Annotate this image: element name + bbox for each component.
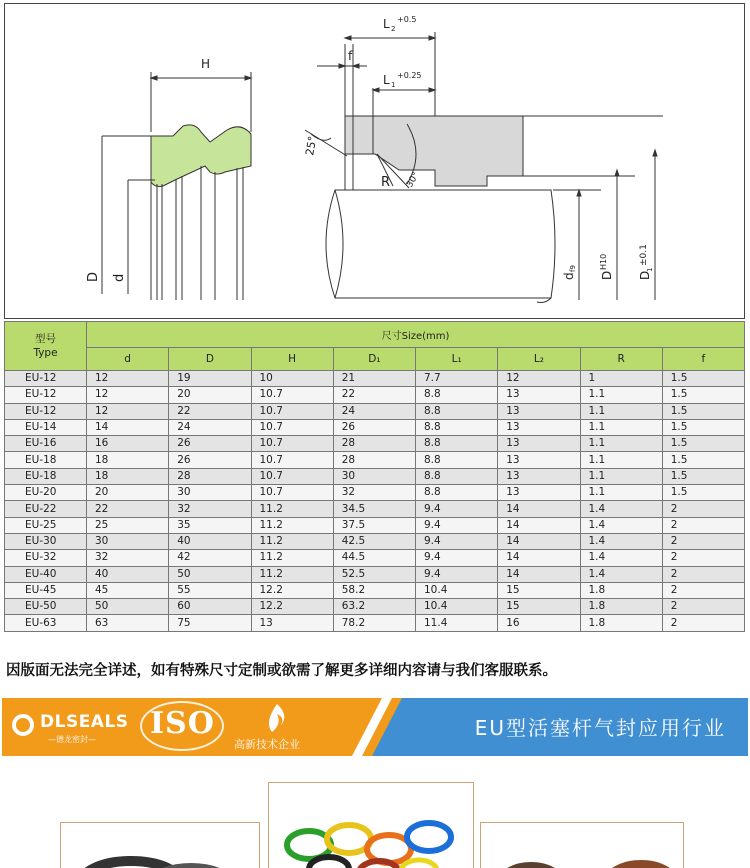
size-cell: 8.8	[416, 468, 498, 484]
size-cell: 9.4	[416, 501, 498, 517]
type-cell: EU-12	[5, 371, 87, 387]
label-L2-sub: 2	[391, 25, 396, 33]
size-cell: 26	[333, 419, 415, 435]
column-header: d	[87, 348, 169, 371]
hitech-flame-icon	[260, 702, 294, 738]
colored-o-rings-image	[269, 783, 474, 868]
size-cell: 13	[498, 452, 580, 468]
size-cell: 28	[333, 436, 415, 452]
type-cell: EU-16	[5, 436, 87, 452]
size-cell: 8.8	[416, 436, 498, 452]
size-cell: 58.2	[333, 582, 415, 598]
column-header: D₁	[333, 348, 415, 371]
technical-drawing	[4, 3, 745, 319]
type-cell: EU-30	[5, 533, 87, 549]
size-cell: 55	[169, 582, 251, 598]
column-header: D	[169, 348, 251, 371]
size-cell: 20	[87, 485, 169, 501]
size-cell: 1.5	[662, 436, 744, 452]
table-row	[5, 468, 745, 484]
column-header-row	[5, 348, 745, 371]
size-cell: 12	[87, 403, 169, 419]
size-cell: 1.1	[580, 419, 662, 435]
table-row	[5, 436, 745, 452]
size-cell: 22	[333, 387, 415, 403]
size-cell: 24	[333, 403, 415, 419]
logo-sub-text: —德龙密封—	[48, 735, 96, 744]
type-cell: EU-18	[5, 452, 87, 468]
size-cell: 10.7	[251, 452, 333, 468]
size-cell: 19	[169, 371, 251, 387]
product-photo-left	[60, 822, 260, 868]
size-cell: 52.5	[333, 566, 415, 582]
size-cell: 10.4	[416, 582, 498, 598]
size-cell: 32	[87, 550, 169, 566]
label-R: R	[381, 175, 391, 190]
black-seal-rings-image	[61, 823, 260, 868]
size-cell: 42.5	[333, 533, 415, 549]
size-cell: 12.2	[251, 582, 333, 598]
size-cell: 13	[251, 615, 333, 631]
size-cell: 28	[333, 452, 415, 468]
size-cell: 18	[87, 452, 169, 468]
size-cell: 13	[498, 387, 580, 403]
size-cell: 15	[498, 582, 580, 598]
label-angle25: 25°	[303, 135, 320, 157]
type-cell: EU-25	[5, 517, 87, 533]
size-cell: 60	[169, 599, 251, 615]
size-cell: 15	[498, 599, 580, 615]
size-cell: 11.2	[251, 533, 333, 549]
type-cell: EU-12	[5, 387, 87, 403]
size-cell: 9.4	[416, 550, 498, 566]
size-cell: 32	[169, 501, 251, 517]
type-cell: EU-22	[5, 501, 87, 517]
type-cell: EU-32	[5, 550, 87, 566]
logo-brand-text: DLSEALS	[40, 712, 129, 732]
size-cell: 45	[87, 582, 169, 598]
size-cell: 12	[498, 371, 580, 387]
column-header: L₁	[416, 348, 498, 371]
size-cell: 14	[498, 517, 580, 533]
label-L1: L	[383, 73, 390, 87]
size-cell: 1.5	[662, 387, 744, 403]
label-L1-tol: +0.25	[397, 71, 422, 80]
size-cell: 2	[662, 615, 744, 631]
size-table	[4, 321, 745, 632]
table-row	[5, 599, 745, 615]
size-cell: 28	[169, 468, 251, 484]
size-cell: 10	[251, 371, 333, 387]
size-cell: 35	[169, 517, 251, 533]
type-cell: EU-40	[5, 566, 87, 582]
size-cell: 30	[333, 468, 415, 484]
size-cell: 13	[498, 419, 580, 435]
size-cell: 1.1	[580, 387, 662, 403]
table-row	[5, 517, 745, 533]
size-cell: 25	[87, 517, 169, 533]
size-cell: 20	[169, 387, 251, 403]
table-row	[5, 501, 745, 517]
size-cell: 34.5	[333, 501, 415, 517]
size-cell: 1.8	[580, 599, 662, 615]
brown-seal-rings-image	[481, 823, 684, 868]
hitech-label: 高新技术企业	[234, 738, 300, 751]
size-cell: 1.1	[580, 436, 662, 452]
product-photo-center	[268, 782, 474, 868]
size-cell: 1.1	[580, 403, 662, 419]
label-D1: D	[638, 270, 652, 280]
size-cell: 1.5	[662, 419, 744, 435]
type-cell: EU-50	[5, 599, 87, 615]
size-cell: 2	[662, 582, 744, 598]
size-cell: 1.5	[662, 468, 744, 484]
size-cell: 12	[87, 387, 169, 403]
label-d: d	[112, 273, 127, 282]
type-header-en: Type	[33, 347, 58, 359]
size-cell: 11.2	[251, 550, 333, 566]
label-f: f	[348, 49, 353, 63]
column-header: R	[580, 348, 662, 371]
size-cell: 42	[169, 550, 251, 566]
type-cell: EU-18	[5, 468, 87, 484]
size-cell: 44.5	[333, 550, 415, 566]
size-cell: 21	[333, 371, 415, 387]
column-header: L₂	[498, 348, 580, 371]
size-cell: 40	[169, 533, 251, 549]
type-cell: EU-20	[5, 485, 87, 501]
size-cell: 26	[169, 452, 251, 468]
size-cell: 10.7	[251, 403, 333, 419]
size-cell: 8.8	[416, 419, 498, 435]
type-cell: EU-12	[5, 403, 87, 419]
size-cell: 1.8	[580, 615, 662, 631]
size-cell: 1.1	[580, 468, 662, 484]
size-cell: 1.4	[580, 533, 662, 549]
size-cell: 10.4	[416, 599, 498, 615]
size-cell: 63	[87, 615, 169, 631]
banner-title: EU型活塞杆气封应用行业	[474, 716, 726, 740]
label-L2-tol: +0.5	[397, 15, 417, 24]
label-d-f9: d	[562, 272, 576, 280]
size-cell: 30	[87, 533, 169, 549]
size-cell: 50	[87, 599, 169, 615]
size-cell: 9.4	[416, 566, 498, 582]
size-cell: 1.5	[662, 403, 744, 419]
size-cell: 1.5	[662, 485, 744, 501]
size-cell: 30	[169, 485, 251, 501]
size-cell: 2	[662, 533, 744, 549]
size-cell: 8.8	[416, 403, 498, 419]
column-header: f	[662, 348, 744, 371]
table-row	[5, 550, 745, 566]
size-cell: 2	[662, 501, 744, 517]
table-row	[5, 533, 745, 549]
size-cell: 1.4	[580, 501, 662, 517]
size-cell: 14	[498, 550, 580, 566]
size-cell: 16	[498, 615, 580, 631]
size-cell: 1.5	[662, 452, 744, 468]
size-cell: 78.2	[333, 615, 415, 631]
size-cell: 1.4	[580, 566, 662, 582]
size-cell: 12.2	[251, 599, 333, 615]
type-header-cn: 型号	[35, 333, 56, 345]
seal-cross-section-diagram	[5, 4, 744, 318]
size-cell: 10.7	[251, 468, 333, 484]
type-header	[5, 322, 87, 371]
label-L2: L	[383, 17, 390, 31]
size-cell: 37.5	[333, 517, 415, 533]
size-cell: 26	[169, 436, 251, 452]
size-cell: 22	[169, 403, 251, 419]
size-cell: 11.2	[251, 501, 333, 517]
type-cell: EU-14	[5, 419, 87, 435]
size-cell: 63.2	[333, 599, 415, 615]
size-cell: 11.4	[416, 615, 498, 631]
size-cell: 13	[498, 403, 580, 419]
size-cell: 40	[87, 566, 169, 582]
size-cell: 10.7	[251, 387, 333, 403]
label-D-H10: D	[600, 270, 614, 280]
size-cell: 14	[498, 566, 580, 582]
table-row	[5, 615, 745, 631]
notice-text: 因版面无法完全详述，如有特殊尺寸定制或欲需了解更多详细内容请与我们客服联系。	[6, 663, 557, 679]
size-cell: 1.4	[580, 550, 662, 566]
label-D: D	[86, 271, 101, 282]
table-row	[5, 403, 745, 419]
size-cell: 1.4	[580, 517, 662, 533]
size-cell: 14	[87, 419, 169, 435]
size-cell: 8.8	[416, 452, 498, 468]
size-cell: 1.5	[662, 371, 744, 387]
size-cell: 1	[580, 371, 662, 387]
size-cell: 14	[498, 533, 580, 549]
type-cell: EU-63	[5, 615, 87, 631]
size-header: 尺寸Size(mm)	[87, 322, 745, 348]
size-cell: 2	[662, 517, 744, 533]
size-cell: 1.1	[580, 485, 662, 501]
size-cell: 11.2	[251, 517, 333, 533]
table-row	[5, 371, 745, 387]
size-cell: 32	[333, 485, 415, 501]
size-cell: 9.4	[416, 533, 498, 549]
application-banner	[2, 698, 748, 756]
size-cell: 8.8	[416, 387, 498, 403]
size-cell: 11.2	[251, 566, 333, 582]
size-cell: 16	[87, 436, 169, 452]
size-cell: 8.8	[416, 485, 498, 501]
size-cell: 14	[498, 501, 580, 517]
table-row	[5, 452, 745, 468]
label-angle30: 30°	[404, 170, 422, 190]
label-L1-sub: 1	[391, 81, 396, 89]
table-row	[5, 485, 745, 501]
size-cell: 10.7	[251, 436, 333, 452]
size-cell: 1.1	[580, 452, 662, 468]
shaft	[326, 190, 555, 298]
size-cell: 2	[662, 566, 744, 582]
size-cell: 12	[87, 371, 169, 387]
logo-ring-icon	[12, 714, 34, 736]
table-row	[5, 566, 745, 582]
size-cell: 13	[498, 436, 580, 452]
label-D1-sub: 1	[646, 267, 654, 272]
type-cell: EU-45	[5, 582, 87, 598]
size-cell: 13	[498, 468, 580, 484]
size-cell: 24	[169, 419, 251, 435]
table-row	[5, 582, 745, 598]
table-row	[5, 419, 745, 435]
size-cell: 1.8	[580, 582, 662, 598]
product-photo-right	[480, 822, 684, 868]
table-row	[5, 387, 745, 403]
size-cell: 10.7	[251, 419, 333, 435]
size-cell: 9.4	[416, 517, 498, 533]
iso-mark: ISO	[150, 706, 215, 741]
table-body	[5, 371, 745, 632]
size-cell: 10.7	[251, 485, 333, 501]
column-header: H	[251, 348, 333, 371]
size-cell: 7.7	[416, 371, 498, 387]
size-cell: 75	[169, 615, 251, 631]
size-cell: 50	[169, 566, 251, 582]
label-D-H10-sup: H10	[599, 253, 608, 270]
label-H: H	[201, 57, 211, 71]
label-d-f9-sub: f9	[569, 265, 577, 272]
size-cell: 22	[87, 501, 169, 517]
size-cell: 2	[662, 599, 744, 615]
size-cell: 13	[498, 485, 580, 501]
size-cell: 18	[87, 468, 169, 484]
size-cell: 2	[662, 550, 744, 566]
label-D1-tol: ±0.1	[639, 244, 649, 266]
